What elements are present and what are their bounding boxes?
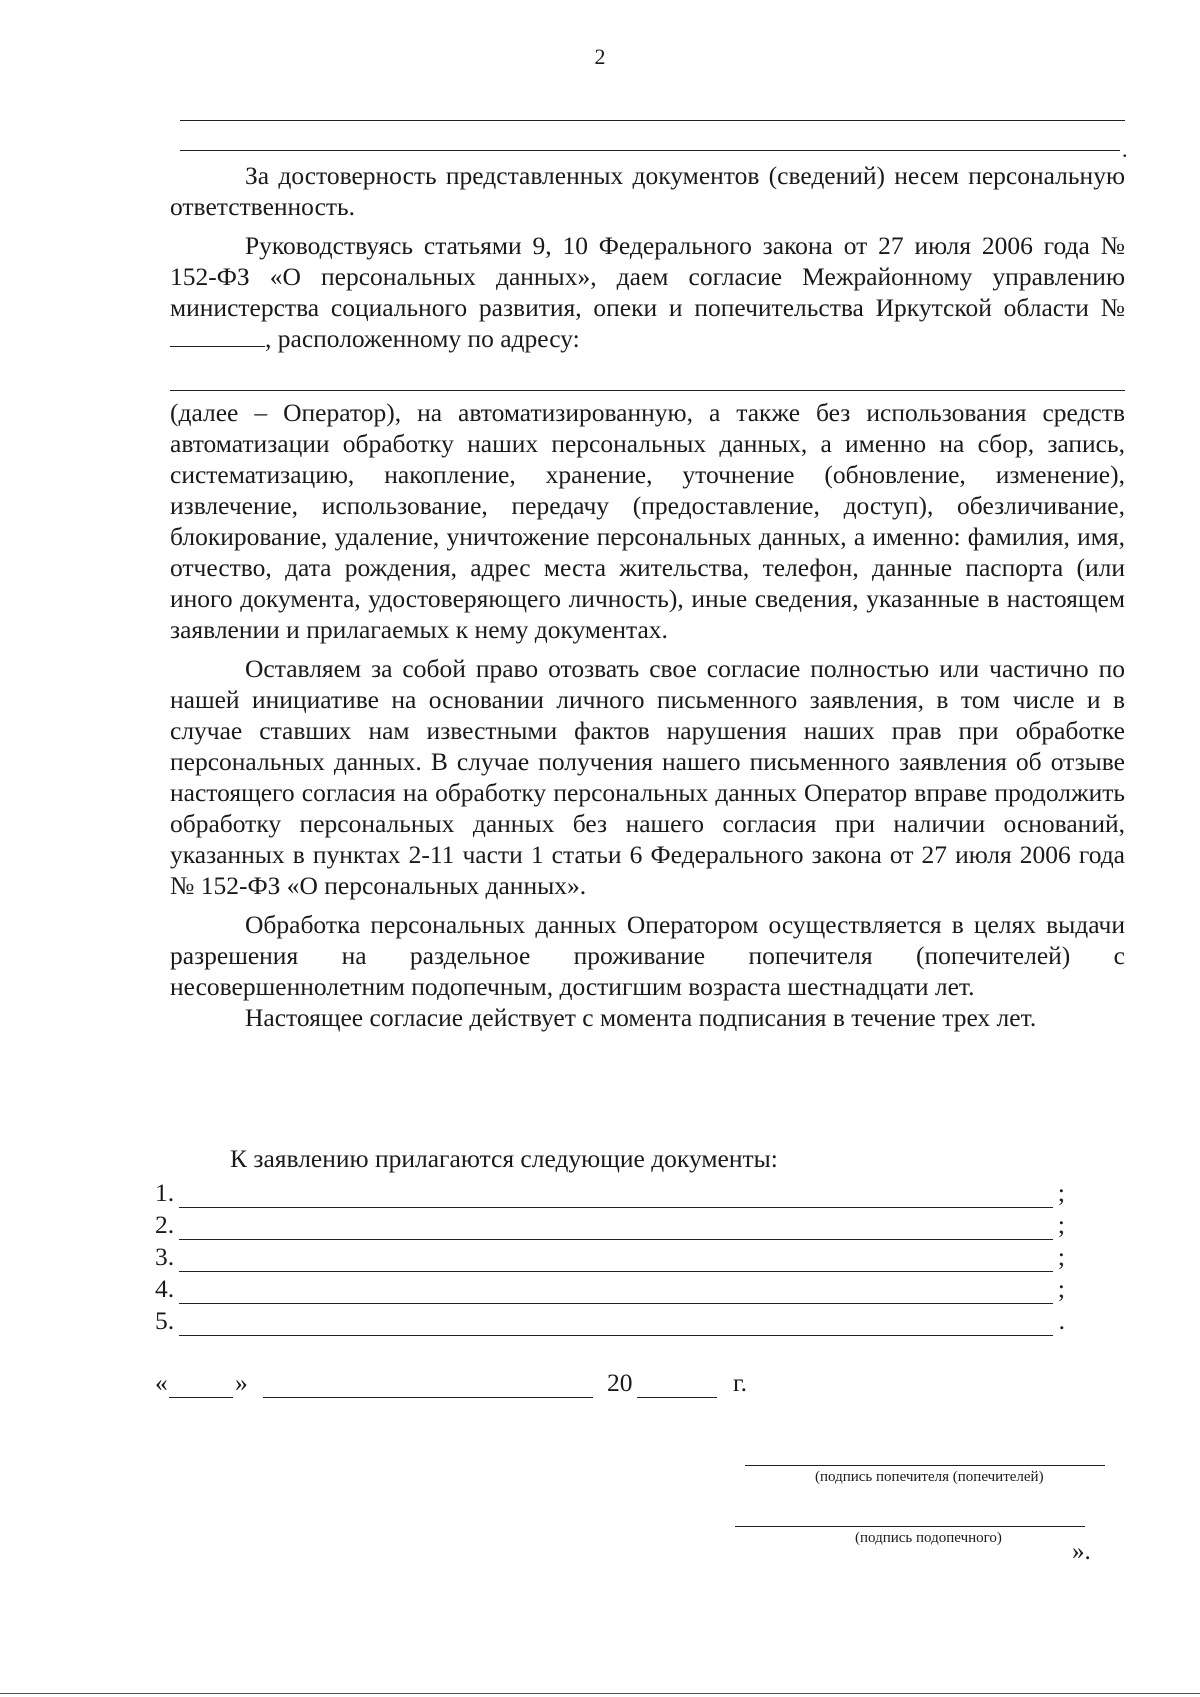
- attachment-number: 1.: [155, 1178, 175, 1207]
- attachment-terminator: ;: [1057, 1274, 1065, 1303]
- attachment-item-2[interactable]: [155, 1210, 1065, 1242]
- operator-address-blank[interactable]: [170, 354, 1125, 391]
- guardian-signature-caption: (подпись попечителя (попечителей): [815, 1469, 1044, 1485]
- header-line-terminator: .: [1122, 137, 1128, 162]
- date-line: [155, 1368, 855, 1402]
- attachment-blank-line: [179, 1239, 1053, 1240]
- year-prefix: 20: [607, 1368, 633, 1397]
- department-number-blank[interactable]: [170, 328, 265, 347]
- day-blank[interactable]: [169, 1368, 233, 1398]
- attachment-number: 4.: [155, 1274, 175, 1303]
- ward-signature-line[interactable]: [735, 1526, 1085, 1527]
- attachment-item-4[interactable]: [155, 1274, 1065, 1306]
- attachment-blank-line: [179, 1335, 1053, 1336]
- attachment-terminator: ;: [1057, 1178, 1065, 1207]
- attachment-number: 5.: [155, 1306, 175, 1335]
- page-number: 2: [594, 44, 606, 69]
- processing-scope-paragraph: (далее – Оператор), на автоматизированную, а также без использования средств автоматизации обработку наших персональных данных, а именно на сбор, запись, систематизацию, накопление, хранение, уточнение (обновление, изменение), извлечение, использование, передачу (предоставление, доступ), обезличивание, блокирование, удаление, уничтожение персональных данных, а именно: фамилия, имя, отчество, дата рождения, адрес места жительства, телефон, данные паспорта (или иного документа, удостоверяющего личность), иные сведения, указанные в настоящем заявлении и прилагаемых к нему документах.: [170, 398, 1125, 644]
- header-blank-line-2: [180, 150, 1120, 151]
- closing-quote-mark: ».: [1072, 1538, 1091, 1565]
- date-open-quote: «: [155, 1368, 168, 1397]
- consent-basis-paragraph: [170, 230, 1125, 354]
- attachment-blank-line: [179, 1207, 1053, 1208]
- attachment-terminator: ;: [1057, 1242, 1065, 1271]
- month-blank[interactable]: [263, 1368, 593, 1398]
- attachment-blank-line: [179, 1271, 1053, 1272]
- responsibility-paragraph: За достоверность представленных документов (сведений) несем персональную ответственность.: [170, 161, 1125, 221]
- attachment-number: 2.: [155, 1210, 175, 1239]
- header-blank-line-1: [180, 120, 1125, 121]
- ward-signature-caption: (подпись подопечного): [855, 1530, 1002, 1546]
- processing-purpose-paragraph: Обработка персональных данных Оператором осуществляется в целях выдачи разрешения на раздельное проживание попечителя (попечителей) с несовершеннолетним подопечным, достигшим возраста шестнадцати лет.: [170, 910, 1125, 1001]
- attachment-item-5[interactable]: [155, 1306, 1065, 1338]
- date-close-quote: »: [235, 1368, 248, 1397]
- attachment-item-1[interactable]: [155, 1178, 1065, 1210]
- page-bottom-rule: [0, 1693, 1200, 1694]
- attachment-terminator: .: [1058, 1306, 1065, 1335]
- consent-basis-address-text: , расположенному по адресу:: [265, 324, 580, 353]
- year-suffix: г.: [733, 1368, 747, 1397]
- year-blank[interactable]: [637, 1368, 717, 1398]
- attachment-number: 3.: [155, 1242, 175, 1271]
- attachment-item-3[interactable]: [155, 1242, 1065, 1274]
- validity-paragraph: Настоящее согласие действует с момента подписания в течение трех лет.: [245, 1003, 1037, 1032]
- withdrawal-right-paragraph: Оставляем за собой право отозвать свое согласие полностью или частично по нашей инициативе на основании личного письменного заявления, в том числе и в случае ставших нам известными фактов нарушения наших прав при обработке персональных данных. В случае получения нашего письменного заявления об отзыве настоящего согласия на обработку персональных данных Оператор вправе продолжить обработку персональных данных без нашего согласия при наличии оснований, указанных в пунктах 2-11 части 1 статьи 6 Федерального закона от 27 июля 2006 года № 152-ФЗ «О персональных данных».: [170, 654, 1125, 900]
- guardian-signature-line[interactable]: [745, 1465, 1105, 1466]
- consent-basis-text: Руководствуясь статьями 9, 10 Федерального закона от 27 июля 2006 года № 152-ФЗ «О персональных данных», даем согласие Межрайонному управлению министерства социального развития, опеки и попечительства Иркутской области №: [170, 231, 1125, 322]
- attachments-title: К заявлению прилагаются следующие документы:: [230, 1144, 778, 1173]
- attachment-terminator: ;: [1057, 1210, 1065, 1239]
- attachment-blank-line: [179, 1303, 1053, 1304]
- consent-body: [170, 160, 1125, 1033]
